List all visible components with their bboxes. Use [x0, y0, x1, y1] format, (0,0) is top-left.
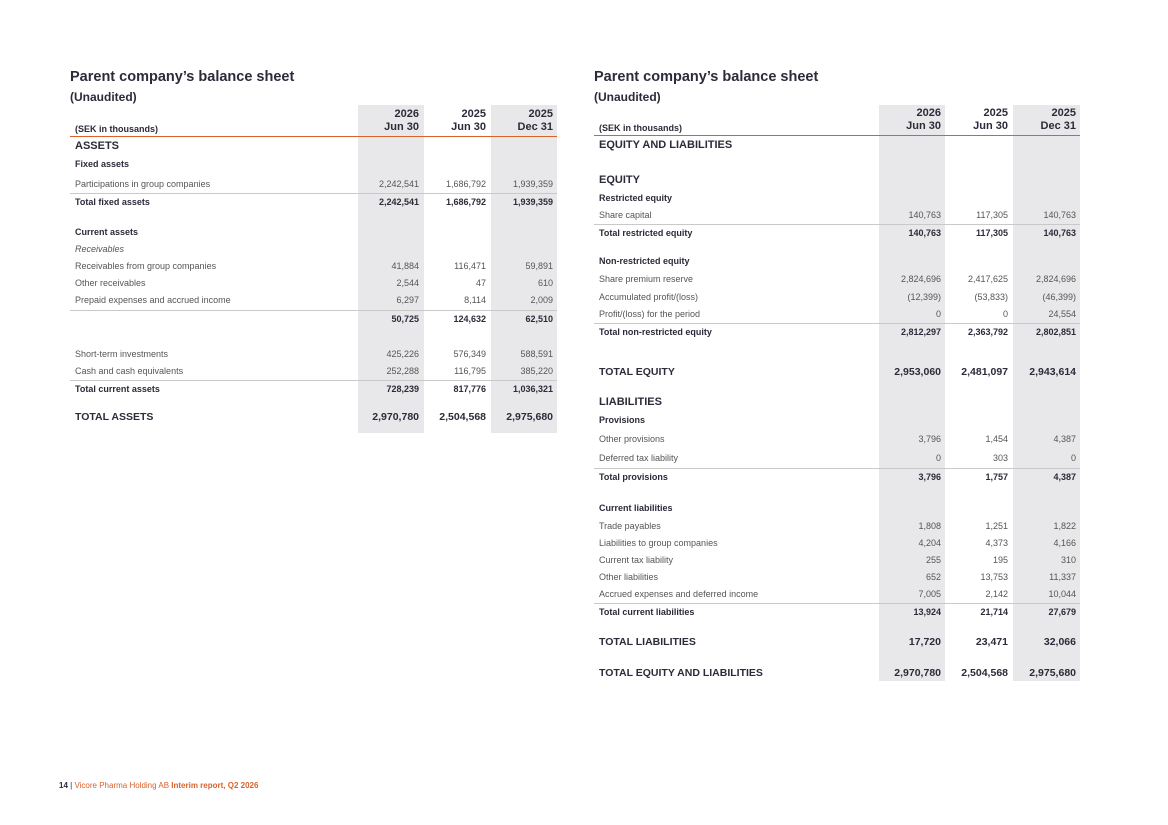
row-label: Cash and cash equivalents [75, 366, 184, 376]
cell-value: 117,305 [976, 210, 1008, 220]
table-row [594, 394, 1080, 410]
column-year: 2025 [1051, 107, 1076, 119]
cell-value: 8,114 [464, 295, 486, 305]
table-header [594, 105, 1080, 136]
cell-value: 140,763 [1043, 228, 1076, 238]
row-label: Receivables [75, 244, 125, 254]
table-header [70, 105, 557, 137]
cell-value: 2,953,060 [894, 366, 941, 378]
cell-value: 21,714 [980, 607, 1008, 617]
row-label: Total fixed assets [75, 197, 150, 207]
cell-value: 425,226 [386, 349, 419, 359]
cell-value: 1,822 [1053, 521, 1076, 531]
table-row [70, 275, 557, 291]
table-row [594, 552, 1080, 568]
table-row [594, 535, 1080, 551]
row-label: Total non-restricted equity [599, 327, 712, 337]
row-label: TOTAL EQUITY AND LIABILITIES [599, 667, 763, 679]
cell-value: 62,510 [525, 314, 553, 324]
table-row [594, 271, 1080, 287]
column-header [424, 108, 486, 134]
cell-value: 255 [925, 555, 941, 565]
row-label: Short-term investments [75, 349, 169, 359]
table-row [594, 190, 1080, 206]
cell-value: 2,504,568 [439, 411, 486, 423]
cell-value: 2,824,696 [900, 274, 941, 284]
cell-value: 41,884 [391, 261, 419, 271]
table-row [70, 346, 557, 362]
column-date: Jun 30 [384, 121, 419, 133]
cell-value: 576,349 [453, 349, 486, 359]
column-date: Jun 30 [973, 120, 1008, 132]
cell-value: 2,943,614 [1029, 366, 1076, 378]
table-row [594, 431, 1080, 447]
cell-value: 1,686,792 [445, 179, 486, 189]
cell-value: 24,554 [1048, 309, 1076, 319]
cell-value: 116,795 [454, 366, 486, 376]
cell-value: 1,036,321 [512, 384, 553, 394]
table-row [594, 137, 1080, 153]
column-year: 2026 [916, 107, 941, 119]
row-label: Prepaid expenses and accrued income [75, 295, 231, 305]
cell-value: 2,009 [530, 295, 553, 305]
cell-value: 4,387 [1053, 434, 1076, 444]
column-header [879, 107, 941, 133]
cell-value: 140,763 [1043, 210, 1076, 220]
cell-value: 1,808 [918, 521, 941, 531]
cell-value: 2,970,780 [372, 411, 419, 423]
cell-value: 2,142 [985, 589, 1008, 599]
cell-value: 310 [1060, 555, 1076, 565]
cell-value: 10,044 [1048, 589, 1076, 599]
cell-value: 385,220 [520, 366, 553, 376]
cell-value: 0 [1002, 309, 1008, 319]
table-row [594, 633, 1080, 649]
row-label: Profit/(loss) for the period [599, 309, 701, 319]
cell-value: 2,242,541 [378, 197, 419, 207]
row-label: Total provisions [599, 472, 668, 482]
cell-value: 817,776 [453, 384, 486, 394]
footer-separator: | [70, 781, 73, 790]
column-header [358, 108, 419, 134]
cell-value: 2,824,696 [1035, 274, 1076, 284]
row-label: TOTAL ASSETS [75, 411, 154, 423]
cell-value: 2,504,568 [961, 667, 1008, 679]
cell-value: 11,337 [1049, 572, 1076, 582]
column-year: 2026 [394, 108, 419, 120]
table-row [594, 253, 1080, 269]
row-label: Accumulated profit/(loss) [599, 292, 699, 302]
row-label: Total restricted equity [599, 228, 693, 238]
row-label: Other liabilities [599, 572, 659, 582]
row-label: TOTAL LIABILITIES [599, 636, 696, 648]
cell-value: 27,679 [1048, 607, 1076, 617]
unit-label: (SEK in thousands) [599, 123, 682, 133]
row-label: Current assets [75, 227, 139, 237]
table-row [594, 569, 1080, 585]
left-subtitle: (Unaudited) [70, 90, 137, 104]
column-year: 2025 [461, 108, 486, 120]
cell-value: (53,833) [974, 292, 1008, 302]
table-row [70, 363, 557, 379]
cell-value: 3,796 [918, 434, 941, 444]
cell-value: 2,802,851 [1035, 327, 1076, 337]
cell-value: 1,251 [985, 521, 1008, 531]
cell-value: 4,204 [918, 538, 941, 548]
cell-value: 3,796 [918, 472, 941, 482]
row-label: TOTAL EQUITY [599, 366, 675, 378]
right-table [594, 105, 1080, 685]
column-header [945, 107, 1008, 133]
column-year: 2025 [983, 107, 1008, 119]
cell-value: 2,417,625 [967, 274, 1008, 284]
table-row [594, 289, 1080, 305]
cell-value: 2,812,297 [900, 327, 941, 337]
cell-value: 252,288 [386, 366, 419, 376]
row-label: Other provisions [599, 434, 665, 444]
cell-value: 4,373 [985, 538, 1008, 548]
cell-value: 0 [1070, 453, 1076, 463]
row-label: Fixed assets [75, 159, 130, 169]
column-header [1013, 107, 1076, 133]
column-header [491, 108, 553, 134]
left-balance-sheet [70, 68, 557, 423]
row-label: Deferred tax liability [599, 453, 679, 463]
cell-value: 195 [992, 555, 1008, 565]
cell-value: (12,399) [907, 292, 941, 302]
cell-value: 116,471 [454, 261, 486, 271]
column-year: 2025 [528, 108, 553, 120]
table-row [594, 323, 1080, 340]
table-row [594, 306, 1080, 322]
cell-value: 32,066 [1043, 636, 1076, 648]
cell-value: 588,591 [520, 349, 553, 359]
cell-value: 7,005 [918, 589, 941, 599]
cell-value: 1,939,359 [512, 197, 553, 207]
row-label: Trade payables [599, 521, 661, 531]
right-balance-sheet [594, 68, 1080, 679]
row-label: Current liabilities [599, 503, 673, 513]
column-date: Dec 31 [1040, 120, 1076, 132]
cell-value: 23,471 [975, 636, 1008, 648]
row-label: EQUITY AND LIABILITIES [599, 139, 733, 151]
table-row [594, 586, 1080, 602]
table-row [594, 412, 1080, 428]
table-row [594, 224, 1080, 241]
right-title: Parent company’s balance sheet [594, 69, 819, 85]
cell-value: 1,757 [985, 472, 1008, 482]
table-row [594, 363, 1080, 379]
cell-value: 303 [992, 453, 1008, 463]
table-row [70, 241, 557, 257]
cell-value: 610 [537, 278, 553, 288]
row-label: Current tax liability [599, 555, 674, 565]
left-title: Parent company’s balance sheet [70, 69, 295, 85]
table-row [594, 468, 1080, 485]
row-label: Total current assets [75, 384, 160, 394]
cell-value: 1,686,792 [445, 197, 486, 207]
table-row [594, 172, 1080, 188]
table-row [594, 207, 1080, 223]
cell-value: 1,939,359 [512, 179, 553, 189]
page-number: 14 [59, 781, 68, 790]
table-row [70, 224, 557, 240]
table-row [70, 193, 557, 210]
row-label: Receivables from group companies [75, 261, 217, 271]
row-label: Other receivables [75, 278, 146, 288]
cell-value: 13,924 [913, 607, 941, 617]
footer-company: Vicore Pharma Holding AB [74, 781, 170, 790]
cell-value: 117,305 [975, 228, 1008, 238]
footer-report: Interim report, Q2 2026 [171, 781, 259, 790]
cell-value: 728,239 [386, 384, 419, 394]
row-label: EQUITY [599, 174, 640, 186]
table-row [594, 450, 1080, 466]
table-row [594, 500, 1080, 516]
cell-value: 140,763 [908, 210, 941, 220]
cell-value: 2,242,541 [378, 179, 419, 189]
table-row [70, 380, 557, 397]
table-row [70, 310, 557, 327]
cell-value: 50,725 [391, 314, 419, 324]
cell-value: 2,363,792 [967, 327, 1008, 337]
table-row [70, 176, 557, 192]
cell-value: 17,720 [908, 636, 941, 648]
cell-value: (46,399) [1042, 292, 1076, 302]
row-label: LIABILITIES [599, 396, 662, 408]
cell-value: 4,387 [1053, 472, 1076, 482]
column-date: Jun 30 [906, 120, 941, 132]
cell-value: 47 [475, 278, 486, 288]
row-label: Accrued expenses and deferred income [599, 589, 759, 599]
cell-value: 59,891 [525, 261, 553, 271]
row-label: Total current liabilities [599, 607, 695, 617]
cell-value: 124,632 [453, 314, 486, 324]
cell-value: 140,763 [908, 228, 941, 238]
table-row [594, 603, 1080, 620]
page-footer [59, 781, 258, 790]
row-label: ASSETS [75, 140, 120, 152]
cell-value: 4,166 [1053, 538, 1076, 548]
column-date: Jun 30 [451, 121, 486, 133]
cell-value: 2,970,780 [894, 667, 941, 679]
row-label: Participations in group companies [75, 179, 211, 189]
row-label: Non-restricted equity [599, 256, 690, 266]
table-row [70, 138, 557, 154]
column-date: Dec 31 [517, 121, 553, 133]
cell-value: 13,753 [980, 572, 1008, 582]
cell-value: 0 [935, 309, 941, 319]
table-row [70, 292, 557, 308]
cell-value: 2,975,680 [1029, 667, 1076, 679]
row-label: Provisions [599, 415, 646, 425]
cell-value: 2,544 [396, 278, 419, 288]
table-row [594, 664, 1080, 680]
unit-label: (SEK in thousands) [75, 124, 158, 134]
row-label: Share capital [599, 210, 652, 220]
cell-value: 2,481,097 [961, 366, 1008, 378]
cell-value: 2,975,680 [506, 411, 553, 423]
row-label: Share premium reserve [599, 274, 694, 284]
row-label: Restricted equity [599, 193, 673, 203]
table-row [594, 518, 1080, 534]
row-label: Liabilities to group companies [599, 538, 718, 548]
right-subtitle: (Unaudited) [594, 90, 661, 104]
cell-value: 6,297 [396, 295, 419, 305]
cell-value: 1,454 [985, 434, 1008, 444]
table-row [70, 156, 557, 172]
table-row [70, 408, 557, 424]
table-row [70, 258, 557, 274]
cell-value: 652 [925, 572, 941, 582]
cell-value: 0 [935, 453, 941, 463]
left-table [70, 105, 557, 435]
